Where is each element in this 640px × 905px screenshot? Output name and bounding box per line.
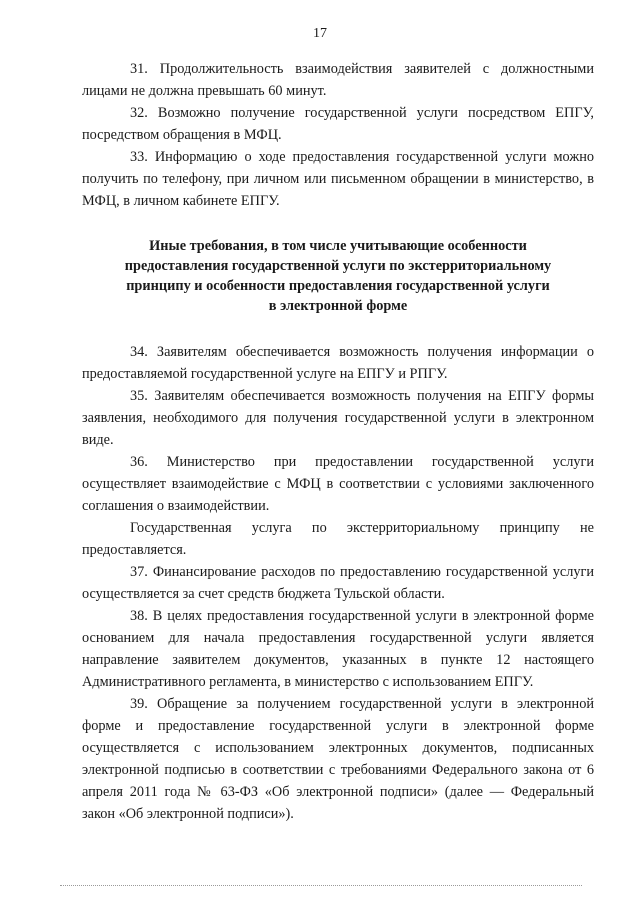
paragraph-32: 32. Возможно получение государственной услуги посредством ЕПГУ, посредством обращения в МФЦ.: [82, 105, 594, 143]
paragraph-extraterritorial: Государственная услуга по экстерриториальному принципу не предоставляется.: [82, 520, 594, 558]
paragraph-38: 38. В целях предоставления государственной услуги в электронной форме основанием для начала предоставления государственной услуги является направление заявителем документов, указанных в пункте 12 настоящего Административного регламента, в министерство с использованием ЕПГУ.: [82, 608, 594, 690]
paragraph-34: 34. Заявителям обеспечивается возможность получения информации о предоставляемой государственной услуге на ЕПГУ и РПГУ.: [82, 344, 594, 382]
section-heading-line: Иные требования, в том числе учитывающие особенности: [149, 238, 527, 254]
section-heading-line: в электронной форме: [268, 298, 408, 314]
paragraph-31: 31. Продолжительность взаимодействия заявителей с должностными лицами не должна превышать 60 минут.: [82, 61, 594, 99]
footer-divider: [60, 885, 582, 886]
section-heading: [120, 236, 556, 316]
page-number: 17: [313, 26, 327, 41]
paragraph-39: 39. Обращение за получением государственной услуги в электронной форме и предоставление государственной услуги в электронной форме осуществляется с использованием электронных документов, подписанных электронной подписью в соответствии с требованиями Федерального закона от 6 апреля 2011 года № 63-ФЗ «Об электронной подписи» (далее — Федеральный закон «Об электронной подписи»).: [82, 696, 594, 822]
paragraph-33: 33. Информацию о ходе предоставления государственной услуги можно получить по телефону, при личном или письменном обращении в министерство, в МФЦ, в личном кабинете ЕПГУ.: [82, 149, 594, 209]
section-heading-line: предоставления государственной услуги по экстерриториальному: [124, 258, 552, 274]
paragraph-37: 37. Финансирование расходов по предоставлению государственной услуги осуществляется за счет средств бюджета Тульской области.: [82, 564, 594, 602]
paragraph-35: 35. Заявителям обеспечивается возможность получения на ЕПГУ формы заявления, необходимого для получения государственной услуги в электронном виде.: [82, 388, 594, 448]
section-heading-line: принципу и особенности предоставления государственной услуги: [126, 278, 550, 294]
paragraph-36: 36. Министерство при предоставлении государственной услуги осуществляет взаимодействие с МФЦ в соответствии с условиями заключенного соглашения о взаимодействии.: [82, 454, 594, 514]
document-body: [82, 58, 594, 825]
